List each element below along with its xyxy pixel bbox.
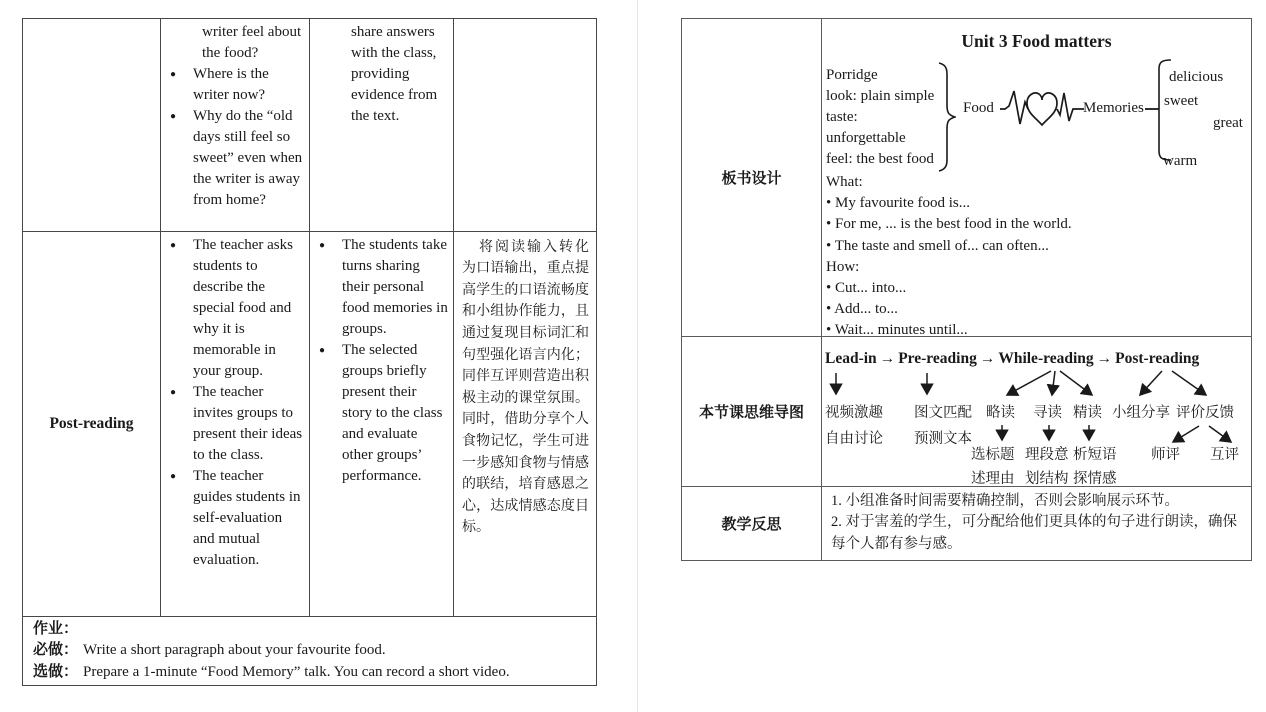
board-line: How:	[826, 258, 860, 275]
question-continuation-text: writer feel about the food?	[202, 24, 302, 61]
arrow-right-icon: →	[979, 350, 996, 368]
bullet-icon: ●	[319, 239, 326, 251]
reflection-cell	[822, 487, 1251, 560]
page-divider	[637, 0, 638, 712]
lesson-procedure-table	[22, 18, 597, 686]
board-line: • My favourite food is...	[826, 195, 970, 212]
student-activity-cell	[310, 232, 454, 616]
porridge-line: taste:	[826, 109, 858, 125]
stage-while-reading: While-reading	[998, 350, 1094, 368]
teaching-design-table	[681, 18, 1252, 561]
porridge-feature-block	[826, 65, 934, 170]
homework-optional-text: Prepare a 1-minute “Food Memory” talk. You can record a short video.	[83, 663, 510, 680]
purpose-cell-empty	[454, 19, 596, 231]
mindmap-row-label: 本节课思维导图	[682, 337, 822, 485]
table-row-reflection	[682, 487, 1251, 560]
unit-title: Unit 3 Food matters	[961, 31, 1112, 51]
reflection-item: 1. 小组准备时间需要精确控制，否则会影响展示环节。	[831, 492, 1179, 509]
board-design-cell	[822, 19, 1251, 339]
mindmap-node: 理段意	[1025, 447, 1069, 464]
teacher-bullet-text: The teacher invites groups to present their ideas to the class.	[193, 383, 303, 463]
question-bullet-text: Why do the “old days still feel so sweet” even when the writer is away from home?	[193, 108, 303, 208]
mindmap-node: 评价反馈	[1176, 405, 1234, 422]
porridge-line: unforgettable	[826, 130, 906, 146]
list-item	[161, 235, 309, 382]
porridge-line: look: plain simple	[826, 88, 935, 104]
board-line: • Cut... into...	[826, 280, 907, 297]
mindmap-node: 互评	[1210, 447, 1239, 464]
food-node-label: Food	[963, 100, 994, 116]
table-row-post-reading	[23, 232, 596, 617]
mindmap-node: 视频激趣	[825, 405, 883, 422]
mindmap-node: 图文匹配	[914, 405, 972, 422]
bullet-icon: ●	[170, 239, 177, 251]
list-item	[161, 382, 309, 466]
porridge-line: feel: the best food	[826, 151, 934, 167]
questions-cell	[161, 19, 310, 231]
list-item	[310, 340, 453, 487]
porridge-line: Porridge	[826, 67, 878, 83]
mindmap-node: 精读	[1073, 405, 1102, 422]
mindmap-node: 预测文本	[914, 431, 972, 448]
stage-post-reading: Post-reading	[1115, 350, 1200, 368]
memories-node-label: Memories	[1083, 100, 1144, 116]
board-line: • The taste and smell of... can often...	[826, 237, 1049, 254]
table-row-homework	[23, 617, 596, 685]
mindmap-node: 划结构	[1025, 471, 1069, 488]
memory-word: delicious	[1169, 69, 1224, 85]
student-bullet-text: The students take turns sharing their personal food memories in groups.	[342, 236, 448, 337]
mindmap-node: 析短语	[1073, 447, 1117, 464]
homework-title: 作业：	[33, 621, 79, 638]
activity-cell	[310, 19, 454, 231]
teacher-bullet-text: The teacher asks students to describe the special food and why it is memorable in your group.	[193, 236, 293, 379]
teacher-bullet-text: The teacher guides students in self-evaluation and mutual evaluation.	[193, 467, 301, 568]
arrow-right-icon: →	[1096, 350, 1113, 368]
heartbeat-heart-icon	[1000, 87, 1084, 131]
mindmap-cell	[822, 337, 1251, 488]
homework-required-text: Write a short paragraph about your favourite food.	[83, 642, 386, 659]
board-line: • Add... to...	[826, 301, 898, 318]
mindmap-node: 师评	[1151, 447, 1180, 464]
bullet-icon: ●	[319, 344, 326, 356]
mindmap-node: 自由讨论	[825, 431, 883, 448]
memory-word: sweet	[1164, 93, 1199, 109]
bullet-icon: ●	[170, 470, 177, 482]
memory-word: great	[1213, 115, 1243, 131]
list-item	[161, 64, 309, 106]
question-bullet-text: Where is the writer now?	[193, 66, 269, 103]
mindmap-node: 探情感	[1073, 471, 1117, 488]
mindmap-node: 略读	[986, 405, 1015, 422]
mindmap-stage-chain	[825, 350, 1199, 368]
table-row-board-design	[682, 19, 1251, 337]
mindmap-node: 选标题	[971, 447, 1015, 464]
student-bullet-text: The selected groups briefly present their story to the class and evaluate other groups’ performance.	[342, 341, 443, 484]
mindmap-node: 述理由	[971, 471, 1015, 488]
reflection-item: 2. 对于害羞的学生，可分配给他们更具体的句子进行朗读，确保每个人都有参与感。	[831, 514, 1237, 553]
bullet-icon: ●	[170, 111, 177, 122]
reflection-row-label: 教学反思	[682, 487, 822, 560]
list-item	[161, 466, 309, 571]
design-purpose-cell	[454, 232, 596, 616]
homework-required-label: 必做：	[33, 642, 79, 659]
board-line: • Wait... minutes until...	[826, 322, 968, 339]
memory-word: warm	[1163, 153, 1198, 169]
bullet-icon: ●	[170, 69, 177, 80]
stage-pre-reading: Pre-reading	[898, 350, 977, 368]
list-item	[161, 106, 309, 211]
teacher-activity-cell	[161, 232, 310, 616]
design-purpose-text: 将阅读输入转化为口语输出，重点提高学生的口语流畅度和小组协作能力，且通过复现目标词汇和句型强化语言内化；同伴互评则营造出积极主动的课堂氛围。同时，借助分享个人食物记忆，学生可进一步感知食物与情感的联结，培育感恩之心，达成情感态度目标。	[462, 239, 589, 536]
bullet-icon: ●	[170, 386, 177, 398]
board-sentence-frames	[826, 172, 1072, 342]
arrow-right-icon: →	[879, 350, 896, 368]
board-line: What:	[826, 174, 863, 190]
stage-cell-empty	[23, 19, 161, 231]
curly-brace-icon	[938, 61, 956, 173]
table-row-mindmap	[682, 337, 1251, 486]
table-row-continuation	[23, 19, 596, 232]
list-item	[310, 235, 453, 340]
homework-optional-label: 选做：	[33, 663, 79, 680]
mindmap-node: 小组分享	[1112, 405, 1170, 422]
activity-continuation-text: share answers with the class, providing evidence from the text.	[351, 24, 438, 124]
board-design-row-label: 板书设计	[682, 19, 822, 336]
stage-label: Post-reading	[49, 414, 134, 432]
stage-cell	[23, 232, 161, 616]
stage-lead-in: Lead-in	[825, 350, 877, 368]
board-line: • For me, ... is the best food in the world.	[826, 216, 1072, 233]
mindmap-node: 寻读	[1033, 405, 1062, 422]
